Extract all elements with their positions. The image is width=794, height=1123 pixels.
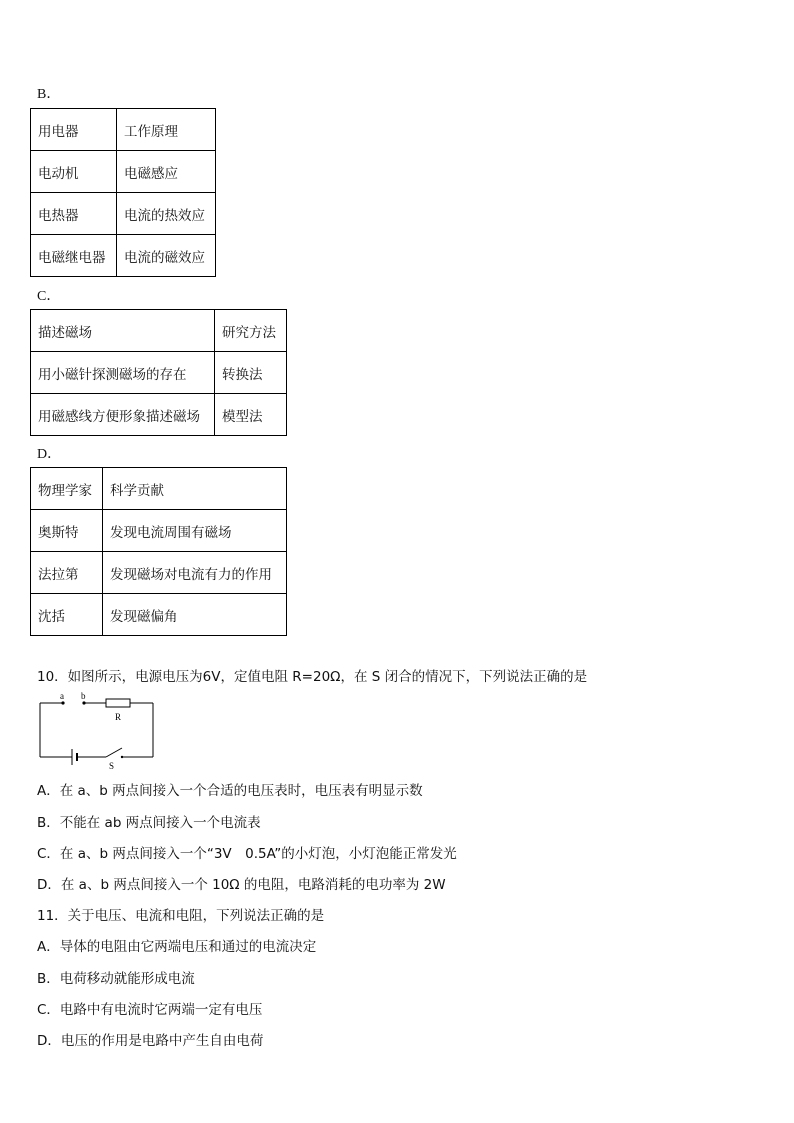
question-10-option-b: B．不能在 ab 两点间接入一个电流表 [37, 815, 261, 831]
table-row [31, 552, 287, 594]
table-row [31, 235, 216, 277]
option-b-letter: B． [37, 87, 61, 102]
question-10-stem: 10．如图所示，电源电压为6V，定值电阻 R=20Ω，在 S 闭合的情况下，下列说法正确的是 [37, 669, 588, 685]
option-c-table [30, 309, 287, 436]
question-11-option-c: C．电路中有电流时它两端一定有电压 [37, 1002, 263, 1018]
table-row [31, 193, 216, 235]
question-10-option-d: D．在 a、b 两点间接入一个 10Ω 的电阻，电路消耗的电功率为 2W [37, 877, 446, 893]
option-b-table [30, 108, 216, 277]
table-row [31, 151, 216, 193]
question-11-option-d: D．电压的作用是电路中产生自由电荷 [37, 1033, 264, 1049]
question-11-stem: 11．关于电压、电流和电阻，下列说法正确的是 [37, 908, 325, 924]
terminal-a [61, 701, 64, 704]
terminal-b-label: b [81, 691, 86, 701]
table-row [31, 510, 287, 552]
terminal-b [82, 701, 85, 704]
table-cell: 科学贡献 [103, 468, 287, 510]
table-row [31, 594, 287, 636]
table-row [31, 109, 216, 151]
option-d-table [30, 467, 287, 636]
switch-lever [106, 748, 122, 757]
table-row [31, 310, 287, 352]
table-cell: 电磁感应 [117, 151, 216, 193]
question-11-option-b: B．电荷移动就能形成电流 [37, 971, 195, 987]
table-cell: 奥斯特 [31, 510, 103, 552]
option-d-letter: D． [37, 447, 62, 462]
table-cell: 研究方法 [215, 310, 287, 352]
table-cell: 描述磁场 [31, 310, 215, 352]
table-cell: 用电器 [31, 109, 117, 151]
table-cell: 物理学家 [31, 468, 103, 510]
table-cell: 转换法 [215, 352, 287, 394]
question-10-option-a: A．在 a、b 两点间接入一个合适的电压表时，电压表有明显示数 [37, 783, 423, 799]
table-cell: 法拉第 [31, 552, 103, 594]
table-cell: 用磁感线方便形象描述磁场 [31, 394, 215, 436]
option-c-letter: C． [37, 289, 61, 304]
table-cell: 电热器 [31, 193, 117, 235]
table-cell: 电动机 [31, 151, 117, 193]
table-cell: 发现电流周围有磁场 [103, 510, 287, 552]
table-cell: 沈括 [31, 594, 103, 636]
circuit-diagram [36, 690, 160, 772]
resistor-symbol [106, 699, 130, 707]
table-cell: 电磁继电器 [31, 235, 117, 277]
switch-contact [121, 756, 123, 758]
question-10-option-c: C．在 a、b 两点间接入一个“3V 0.5A”的小灯泡，小灯泡能正常发光 [37, 846, 457, 862]
table-row [31, 394, 287, 436]
terminal-a-label: a [60, 691, 64, 701]
switch-label: S [109, 761, 115, 771]
table-cell: 电流的磁效应 [117, 235, 216, 277]
table-cell: 发现磁偏角 [103, 594, 287, 636]
question-11-option-a: A．导体的电阻由它两端电压和通过的电流决定 [37, 939, 317, 955]
table-cell: 模型法 [215, 394, 287, 436]
table-cell: 发现磁场对电流有力的作用 [103, 552, 287, 594]
table-cell: 工作原理 [117, 109, 216, 151]
table-row [31, 468, 287, 510]
table-cell: 用小磁针探测磁场的存在 [31, 352, 215, 394]
table-cell: 电流的热效应 [117, 193, 216, 235]
table-row [31, 352, 287, 394]
resistor-label: R [115, 712, 122, 722]
